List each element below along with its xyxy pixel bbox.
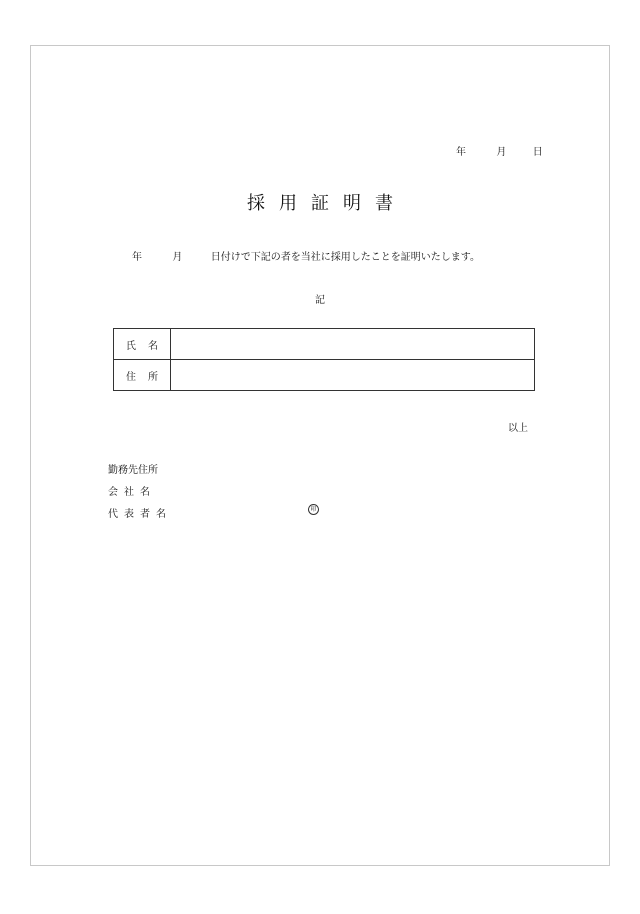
intro-sentence: [132, 248, 480, 263]
intro-text: 日付けで下記の者を当社に採用したことを証明いたします。: [210, 252, 480, 263]
seal-mark-icon: 印: [308, 504, 319, 515]
table-row: [114, 329, 535, 360]
issue-date-line: [456, 143, 543, 158]
representative-name-label: 代表者名: [108, 509, 172, 520]
applicant-info-table: [113, 328, 535, 391]
issue-day-label: 日: [532, 147, 543, 158]
address-value-field[interactable]: [171, 360, 535, 391]
company-address-label: 勤務先住所: [108, 465, 158, 476]
closing-ijo: 以上: [508, 423, 528, 434]
document-page: [30, 45, 610, 866]
name-value-field[interactable]: [171, 329, 535, 360]
intro-year-label: 年: [132, 252, 142, 263]
table-row: [114, 360, 535, 391]
issue-month-label: 月: [496, 147, 507, 158]
intro-month-label: 月: [172, 252, 183, 263]
issue-year-label: 年: [456, 147, 466, 158]
address-label: 住所: [114, 360, 171, 391]
name-label: 氏名: [114, 329, 171, 360]
company-name-label: 会社名: [108, 487, 156, 498]
document-title: 採用証明書: [247, 193, 407, 214]
ki-marker: 記: [315, 295, 325, 306]
